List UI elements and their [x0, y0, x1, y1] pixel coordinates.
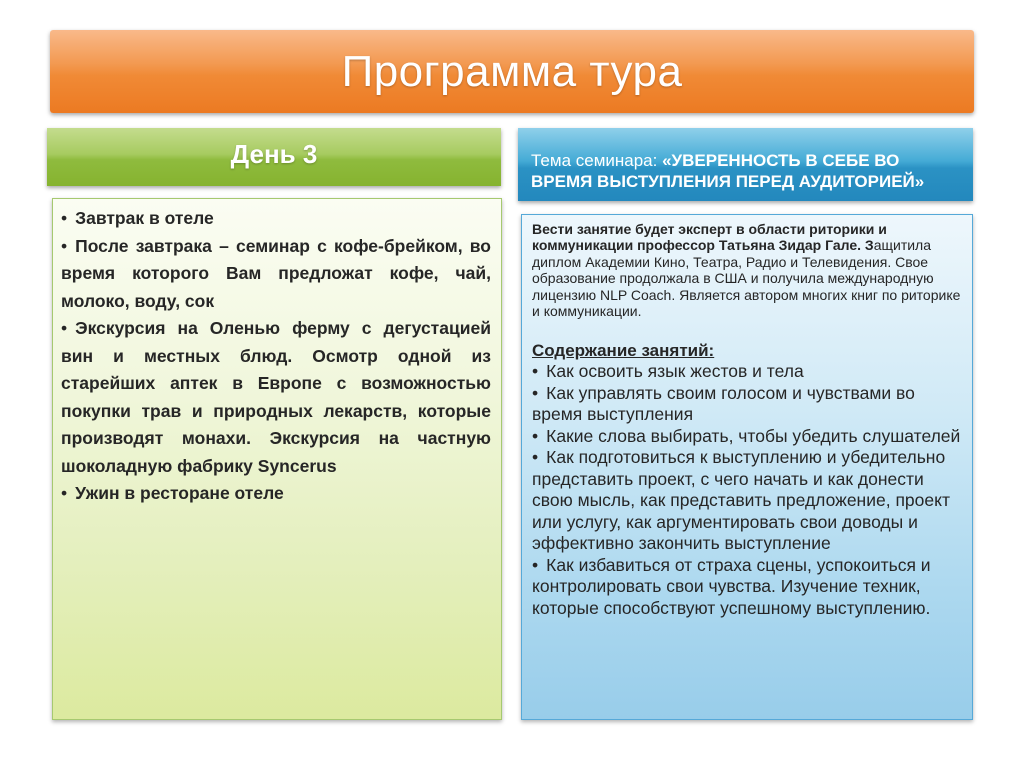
bullet: •: [61, 483, 68, 503]
title-bar: [50, 30, 974, 113]
bullet: •: [532, 425, 539, 446]
content-title: Содержание занятий:: [532, 341, 715, 361]
seminar-topic-text: «УВЕРЕННОСТЬ В СЕБЕ ВО ВРЕМЯ ВЫСТУПЛЕНИЯ ПЕРЕД АУДИТОРИЕЙ»: [531, 151, 925, 191]
content-item: [532, 555, 962, 620]
content-item-text: Как подготовиться к выступлению и убедительно представить проект, с чего начать и как донести свою мысль, как представить предложение, проект или услугу, как аргументировать свои доводы и эффективно закончить выступление: [532, 447, 951, 554]
schedule-item-text: Завтрак в отеле: [75, 208, 214, 228]
bullet: •: [61, 235, 68, 256]
schedule-list: [61, 205, 491, 508]
bullet: •: [61, 208, 68, 228]
content-item: [532, 447, 962, 555]
content-item-text: Как управлять своим голосом и чувствами во время выступления: [532, 382, 915, 425]
schedule-item-text: Ужин в ресторане отеле: [75, 483, 284, 503]
topic-header: [518, 128, 973, 201]
content-item: [532, 383, 962, 426]
seminar-topic-lead: Тема семинара:: [531, 151, 663, 170]
content-list: [532, 361, 962, 619]
bullet: •: [532, 361, 539, 382]
instructor-bio-text: ащитила диплом Академии Кино, Театра, Радио и Телевидения. Свое образование продолжала в США и получила международную лицензию NLP Coach. Является автором многих книг по риторике и коммуникации.: [532, 237, 961, 320]
schedule-panel: [52, 198, 502, 720]
bullet: •: [532, 447, 539, 468]
day-header: [47, 128, 501, 186]
schedule-item: [61, 205, 491, 233]
content-item-text: Как избавиться от страха сцены, успокоиться и контролировать свои чувства. Изучение техник, которые способствуют успешному выступлению.: [532, 554, 931, 618]
content-item: [532, 361, 962, 383]
instructor-bio-lead: Вести занятие будет эксперт в области риторики и коммуникации профессор Татьяна Зидар Гале. З: [532, 221, 887, 254]
schedule-item: [61, 480, 491, 508]
schedule-item-text: Экскурсия на Оленью ферму с дегустацией вин и местных блюд. Осмотр одной из старейших аптек в Европе с возможностью покупки трав и природных лекарств, которые производят монахи. Экскурсия на частную шоколадную фабрику Syncerus: [61, 318, 491, 476]
instructor-bio: [532, 221, 962, 319]
content-item-text: Какие слова выбирать, чтобы убедить слушателей: [546, 425, 961, 446]
day-label: День 3: [230, 138, 318, 169]
content-item-text: Как освоить язык жестов и тела: [546, 361, 804, 382]
seminar-topic: [531, 150, 965, 192]
bullet: •: [532, 382, 539, 403]
schedule-item: [61, 233, 491, 316]
page-title: Программа тура: [341, 46, 683, 96]
bullet: •: [61, 318, 68, 338]
bullet: •: [532, 554, 539, 575]
seminar-panel: [521, 214, 973, 720]
schedule-item-text: После завтрака – семинар с кофе-брейком, во время которого Вам предложат кофе, чай, молоко, воду, сок: [61, 235, 491, 311]
content-item: [532, 426, 962, 448]
schedule-item: [61, 315, 491, 480]
